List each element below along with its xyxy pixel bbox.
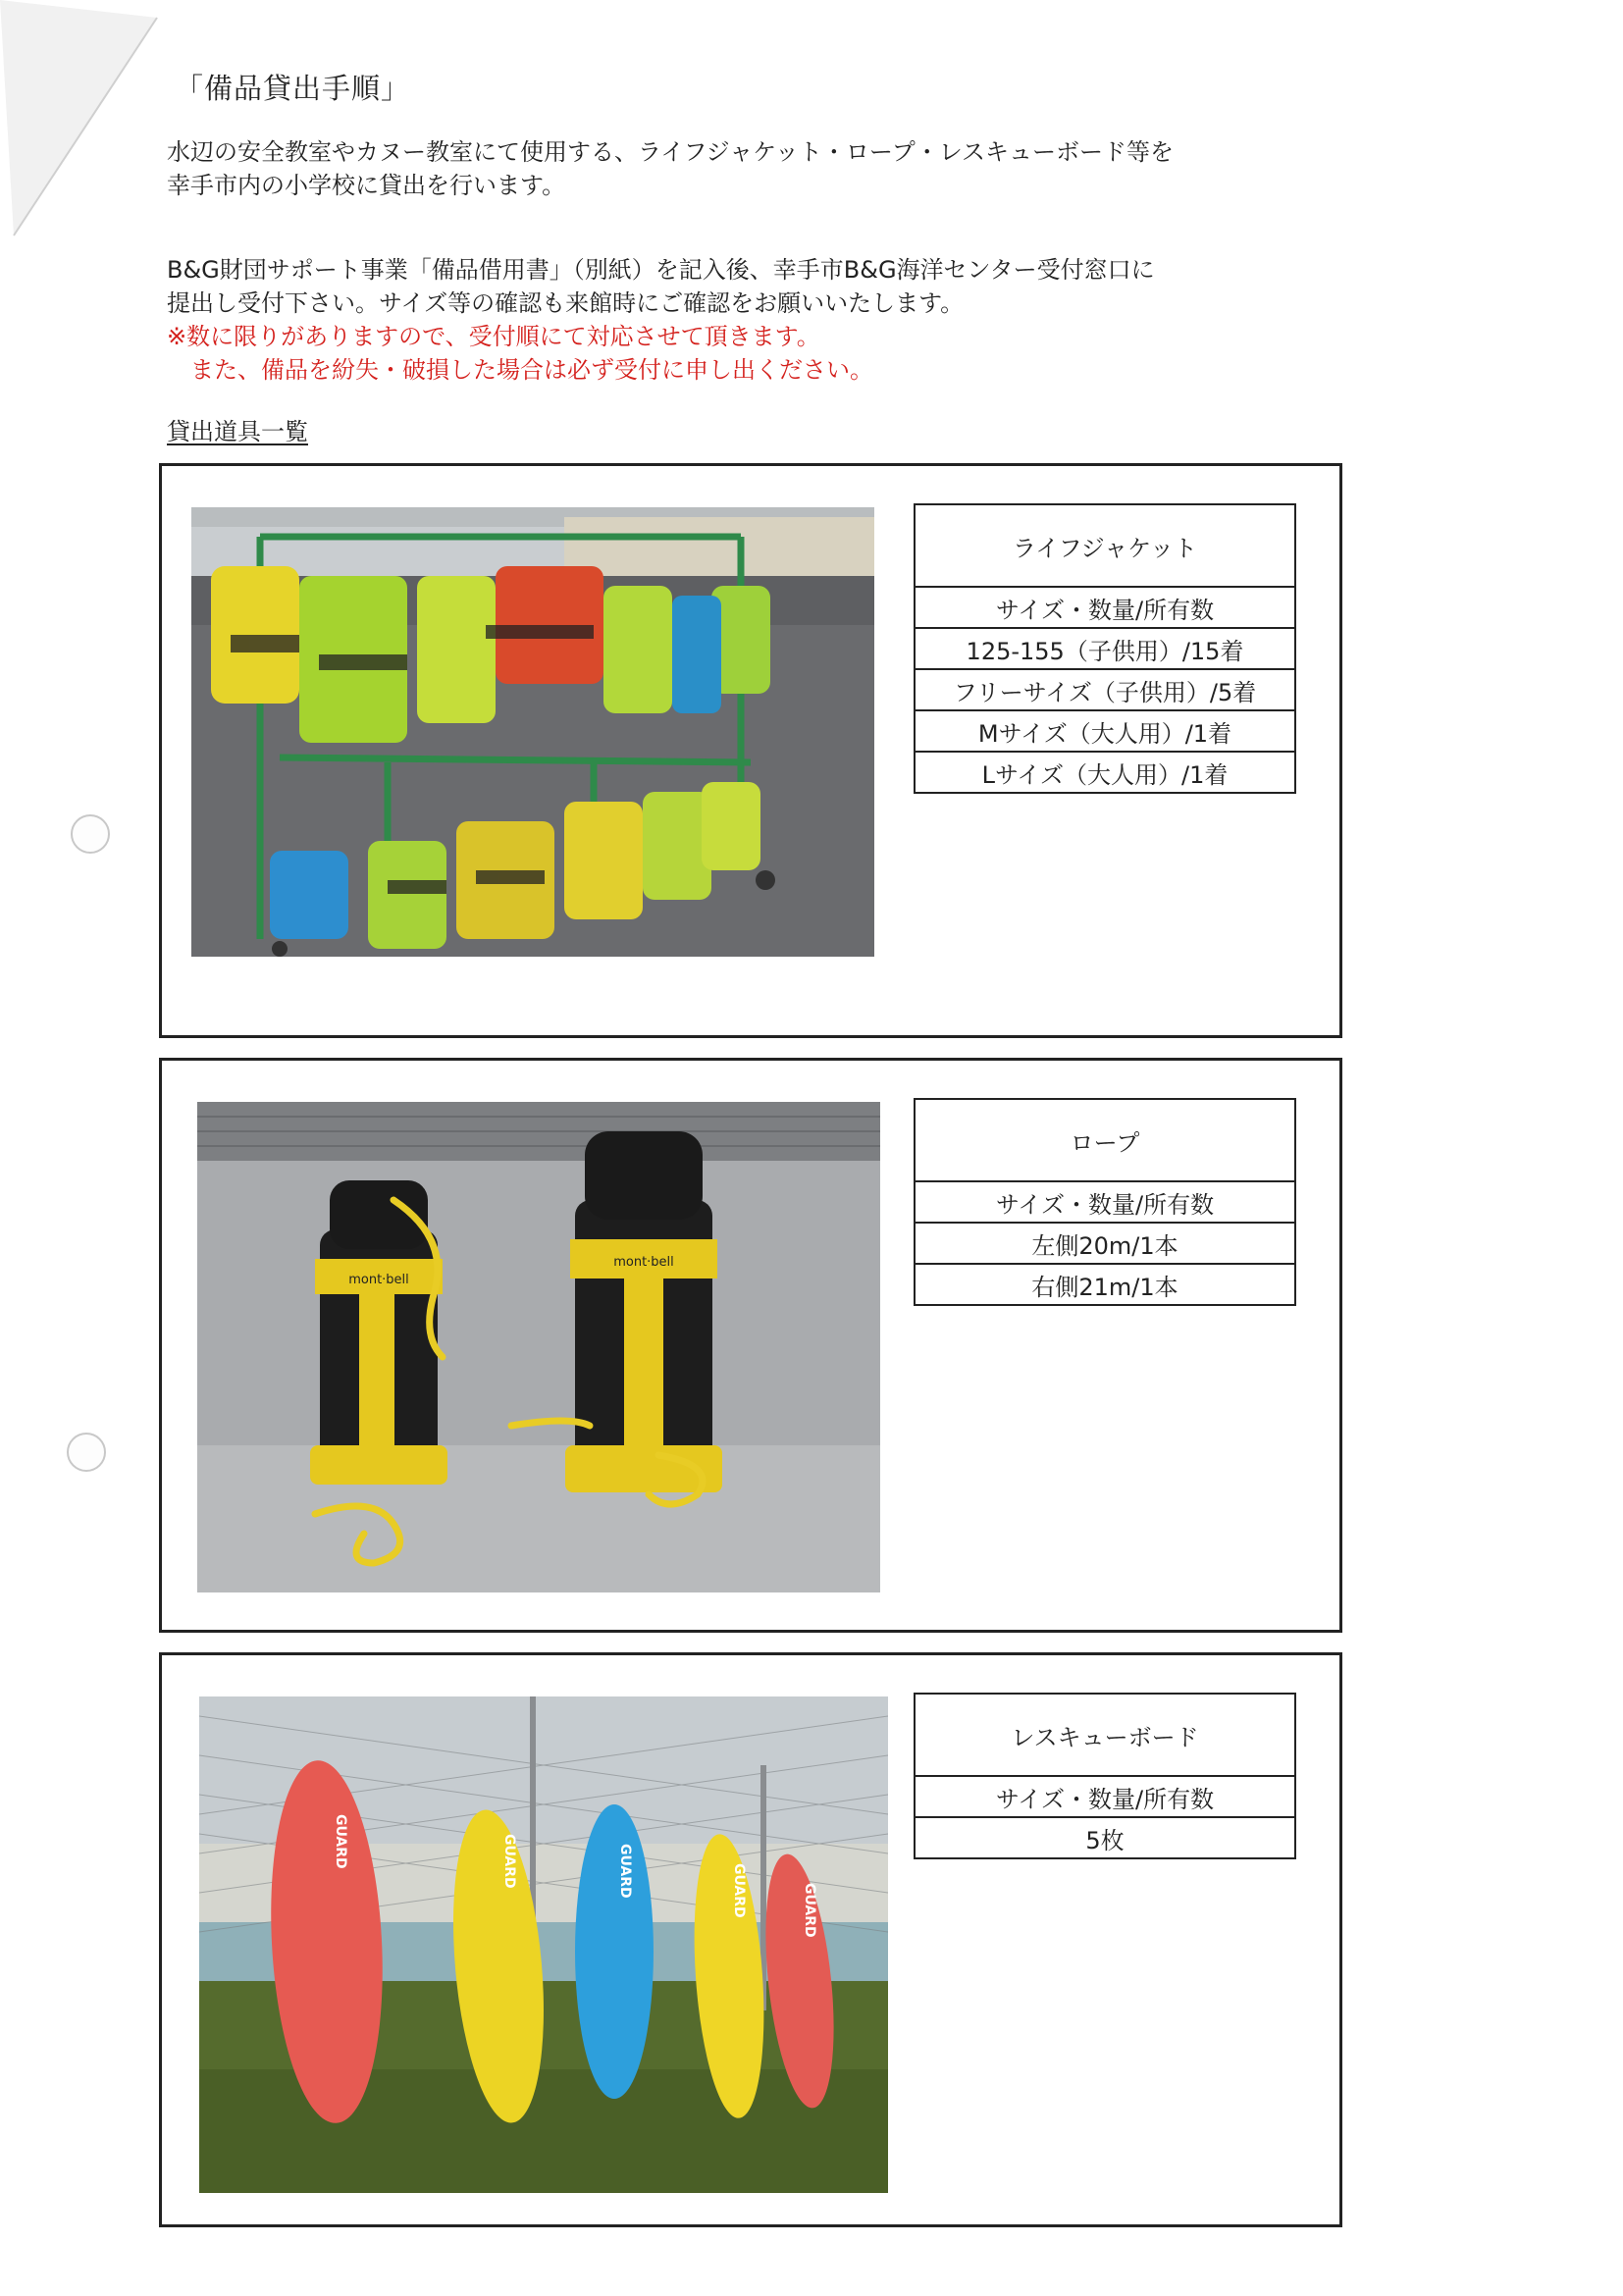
table-header-cell: サイズ・数量/所有数 [915, 587, 1295, 628]
rope-bag-brand-right: mont·bell [613, 1255, 674, 1270]
intro-line-1: 水辺の安全教室やカヌー教室にて使用する、ライフジャケット・ロープ・レスキューボード等を [167, 138, 1174, 166]
procedure-paragraph [167, 253, 1155, 320]
table-row: 125-155（子供用）/15着 [915, 628, 1295, 669]
punch-hole-lower [67, 1433, 106, 1472]
rope-name: ロープ [915, 1099, 1295, 1181]
page-corner-fold [0, 0, 177, 245]
life-jacket-table [914, 503, 1296, 794]
table-header-cell: サイズ・数量/所有数 [915, 1776, 1295, 1817]
rescue-board-table [914, 1693, 1296, 1859]
table-header-cell: サイズ・数量/所有数 [915, 1181, 1295, 1223]
table-row: 左側20m/1本 [915, 1223, 1295, 1264]
table-row: Lサイズ（大人用）/1着 [915, 752, 1295, 793]
intro-line-2: 幸手市内の小学校に貸出を行います。 [167, 172, 566, 199]
board-label-3: GUARD [617, 1844, 633, 1899]
table-row: 右側21m/1本 [915, 1264, 1295, 1305]
board-label-2: GUARD [501, 1834, 517, 1889]
life-jacket-photo [191, 507, 874, 957]
life-jacket-name: ライフジャケット [915, 504, 1295, 587]
punch-hole-upper [71, 814, 110, 854]
rope-bag-brand-left: mont·bell [348, 1273, 409, 1287]
item-card-rescue-board [159, 1652, 1342, 2227]
rope-photo [197, 1102, 880, 1592]
page-title: 「備品貸出手順」 [175, 72, 411, 105]
board-label-1: GUARD [333, 1814, 348, 1869]
board-label-5: GUARD [802, 1883, 817, 1938]
table-row: Mサイズ（大人用）/1着 [915, 710, 1295, 752]
table-row: 5枚 [915, 1817, 1295, 1858]
rope-table [914, 1098, 1296, 1306]
notice-line-2: また、備品を紛失・破損した場合は必ず受付に申し出ください。 [167, 356, 873, 384]
equipment-list-heading: 貸出道具一覧 [167, 418, 308, 445]
intro-paragraph [167, 135, 1174, 202]
item-card-life-jacket [159, 463, 1342, 1038]
rescue-board-name: レスキューボード [915, 1694, 1295, 1776]
procedure-line-1: B&G財団サポート事業「備品借用書」（別紙）を記入後、幸手市B&G海洋センター受付窓口に [167, 256, 1155, 284]
item-card-rope [159, 1058, 1342, 1633]
table-row: フリーサイズ（子供用）/5着 [915, 669, 1295, 710]
procedure-line-2: 提出し受付下さい。サイズ等の確認も来館時にご確認をお願いいたします。 [167, 289, 965, 317]
notice-line-1: ※数に限りがありますので、受付順にて対応させて頂きます。 [167, 323, 820, 350]
rescue-board-photo [199, 1696, 888, 2193]
board-label-4: GUARD [731, 1863, 747, 1918]
